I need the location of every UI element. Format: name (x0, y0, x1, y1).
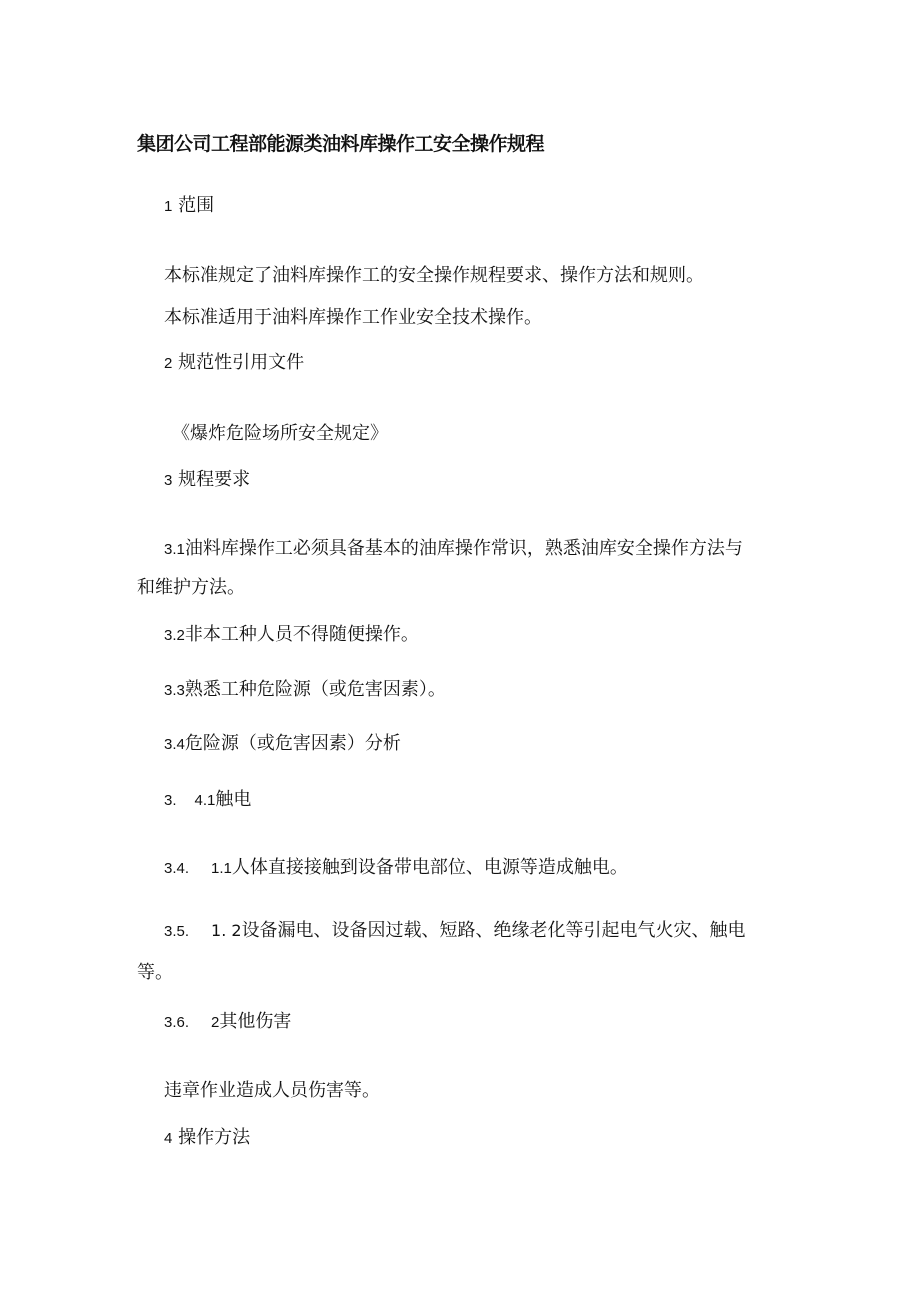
clause-number-part: 2 (211, 1014, 220, 1031)
clause-3-4-2 (164, 1012, 291, 1033)
clause-number-part: 4.1 (194, 792, 216, 809)
clause-number: 3.2 (164, 627, 185, 644)
clause-number-part: 3.5. (164, 923, 190, 940)
clause-number-part: 3. (164, 792, 177, 809)
clause-text: 危险源（或危害因素）分析 (184, 733, 401, 754)
section-heading-text: 范围 (178, 195, 215, 216)
clause-3-3 (164, 680, 446, 701)
section-4-heading (164, 1128, 250, 1149)
section-number: 4 (164, 1130, 173, 1147)
clause-text: 触电 (215, 789, 252, 810)
clause-number: 3.1 (164, 541, 185, 558)
clause-number-part: 3.4. (164, 860, 190, 877)
clause-text: 设备漏电、设备因过载、短路、绝缘老化等引起电气火灾、触电 (241, 920, 746, 941)
clause-number: 3.3 (164, 682, 185, 699)
clause-3-4 (164, 734, 401, 755)
paragraph: 违章作业造成人员伤害等。 (164, 1080, 380, 1101)
section-heading-text: 操作方法 (178, 1127, 251, 1148)
section-number: 2 (164, 355, 173, 372)
clause-3-1-continued: 和维护方法。 (137, 577, 245, 598)
clause-text: 其他伤害 (219, 1011, 292, 1032)
section-heading-text: 规范性引用文件 (178, 352, 305, 373)
section-number: 3 (164, 472, 173, 489)
clause-text: 人体直接接触到设备带电部位、电源等造成触电。 (231, 857, 628, 878)
section-number: 1 (164, 198, 173, 215)
clause-number-part: 1. 2 (211, 921, 242, 940)
reference-document: 《爆炸危险场所安全规定》 (172, 423, 388, 444)
section-2-heading (164, 353, 304, 374)
clause-text: 油料库操作工必须具备基本的油库操作常识，熟悉油库安全操作方法与 (184, 538, 743, 559)
paragraph: 本标准适用于油料库操作工作业安全技术操作。 (164, 307, 542, 328)
clause-number-part: 3.6. (164, 1014, 190, 1031)
document-title: 集团公司工程部能源类油料库操作工安全操作规程 (137, 133, 545, 155)
clause-3-4-1-2-continued: 等。 (137, 962, 173, 983)
clause-text: 非本工种人员不得随便操作。 (184, 624, 419, 645)
section-1-heading (164, 196, 214, 217)
clause-3-4-1 (164, 790, 251, 811)
clause-3-1 (164, 539, 743, 560)
clause-3-2 (164, 625, 419, 646)
clause-text: 熟悉工种危险源（或危害因素）。 (184, 679, 446, 700)
clause-3-4-1-2 (164, 921, 746, 942)
section-3-heading (164, 470, 250, 491)
clause-3-4-1-1 (164, 858, 628, 879)
section-heading-text: 规程要求 (178, 469, 251, 490)
paragraph: 本标准规定了油料库操作工的安全操作规程要求、操作方法和规则。 (164, 265, 704, 286)
clause-number-part: 1.1 (211, 860, 232, 877)
clause-number: 3.4 (164, 736, 185, 753)
